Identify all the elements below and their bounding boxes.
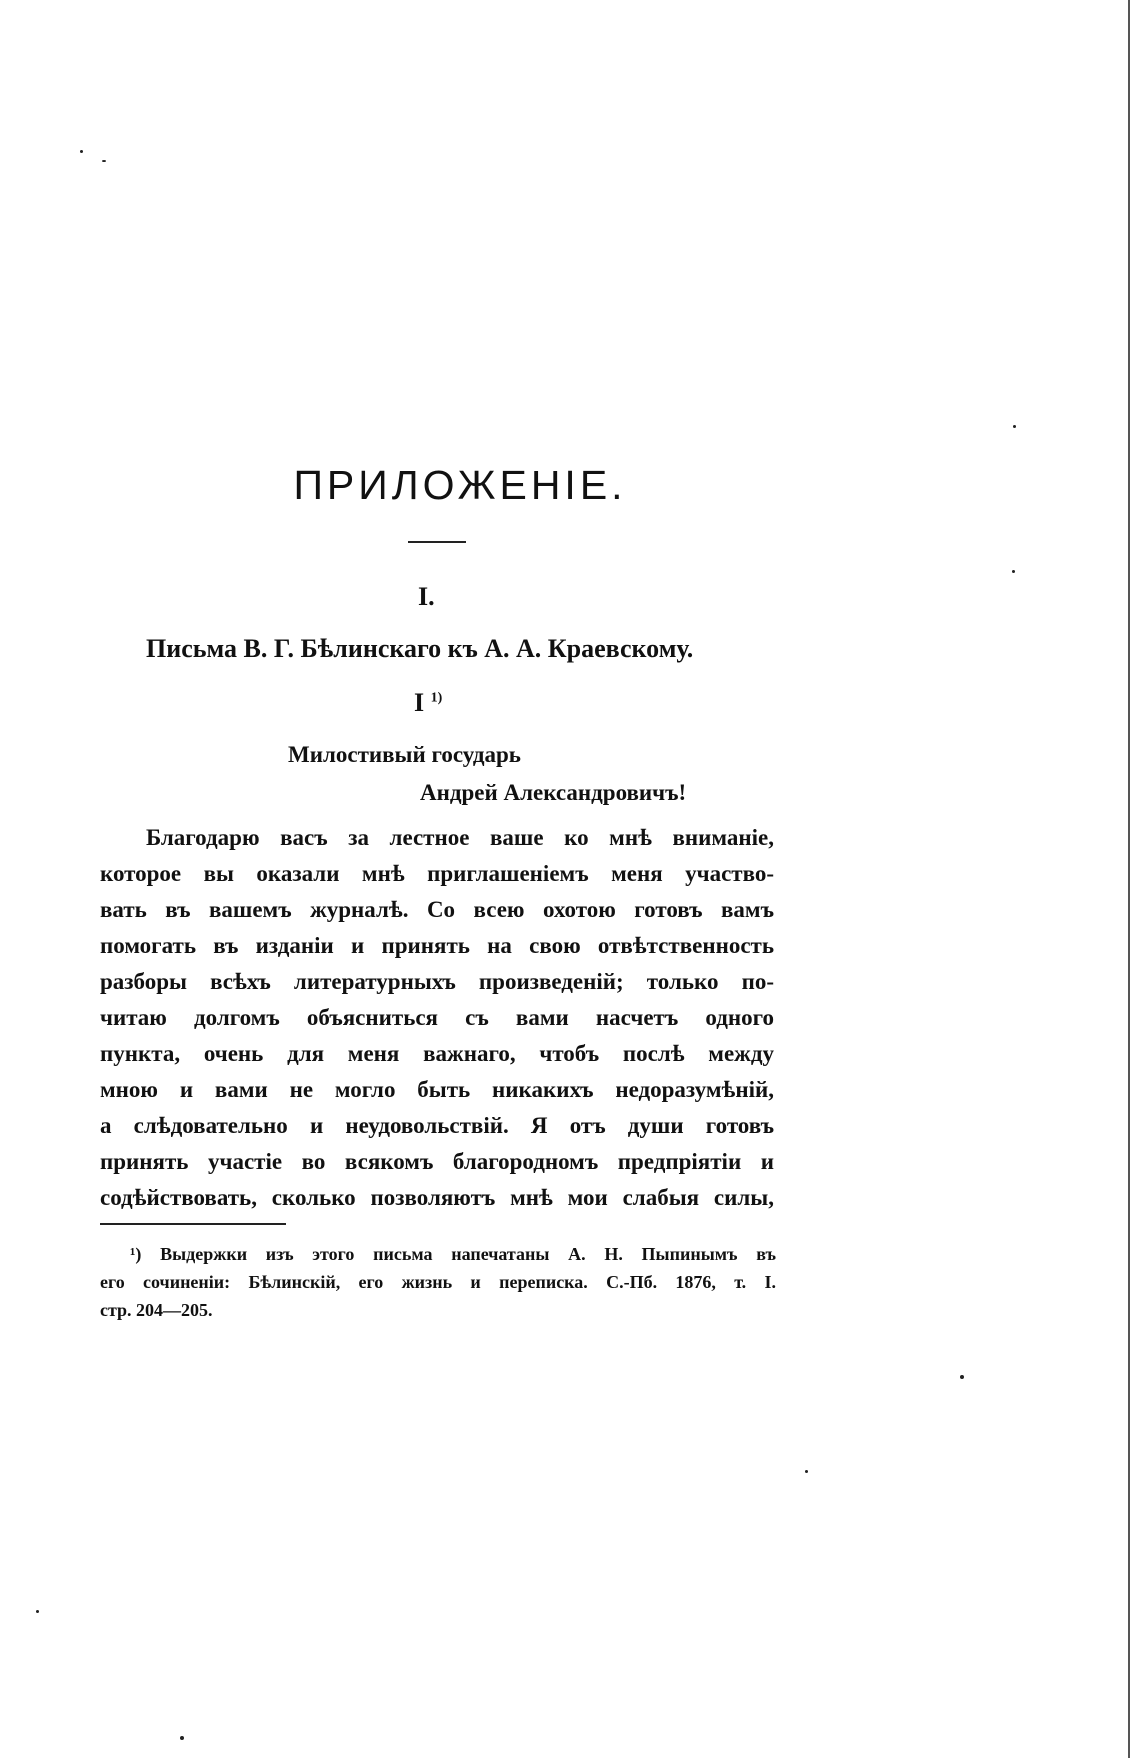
- body-line: Благодарю васъ за лестное ваше ко мнѣ вниманіе,: [146, 825, 774, 850]
- letter-number-text: I: [414, 688, 425, 717]
- footnote-text: Выдержки изъ этого письма напечатаны А. Н. Пыпинымъ въ: [160, 1244, 776, 1264]
- footnote-line: его сочиненіи: Бѣлинскій, его жизнь и переписка. С.-Пб. 1876, т. I.: [100, 1272, 776, 1292]
- body-line: которое вы оказали мнѣ приглашеніемъ меня участво-: [100, 861, 774, 886]
- appendix-title: [0, 462, 1140, 509]
- letter-number: [414, 688, 442, 718]
- footnote-line: стр. 204—205.: [100, 1300, 213, 1320]
- scan-speck: [102, 160, 106, 162]
- body-line: вать въ вашемъ журналѣ. Со всею охотою готовъ вамъ: [100, 897, 774, 922]
- body-line: помогать въ изданіи и принять на свою отвѣтственность: [100, 933, 774, 958]
- footnote-line: [100, 1240, 776, 1268]
- body-line: содѣйствовать, сколько позволяютъ мнѣ мои слабыя силы,: [100, 1185, 774, 1210]
- title-divider: [408, 541, 466, 543]
- scan-speck: [805, 1470, 808, 1473]
- scan-speck: [80, 150, 83, 153]
- letter-body: [100, 820, 774, 1216]
- section-number: I.: [418, 582, 435, 611]
- body-line: а слѣдовательно и неудовольствій. Я отъ души готовъ: [100, 1113, 774, 1138]
- scan-speck: [36, 1610, 39, 1613]
- scan-speck: [960, 1375, 964, 1379]
- body-line: разборы всѣхъ литературныхъ произведеній; только по-: [100, 969, 774, 994]
- section-heading: Письма В. Г. Бѣлинскаго къ А. А. Краевскому.: [146, 634, 694, 663]
- footnote-mark: ¹): [130, 1244, 142, 1264]
- footnote: [100, 1240, 776, 1324]
- body-line: мною и вами не могло быть никакихъ недоразумѣній,: [100, 1077, 774, 1102]
- scan-speck: [180, 1736, 184, 1740]
- footnote-divider: [100, 1223, 286, 1225]
- letter-note-mark: 1): [430, 690, 443, 706]
- salutation-line-1: Милостивый государь: [288, 742, 521, 767]
- page-edge-line: [1128, 0, 1130, 1758]
- body-line: пункта, очень для меня важнаго, чтобъ послѣ между: [100, 1041, 774, 1066]
- scan-speck: [1012, 570, 1015, 573]
- scan-speck: [1013, 425, 1016, 428]
- body-line: принять участіе во всякомъ благородномъ предпріятіи и: [100, 1149, 774, 1174]
- salutation-line-2: Андрей Александровичъ!: [420, 780, 687, 805]
- appendix-title-text: ПРИЛОЖЕНІЕ.: [293, 462, 627, 508]
- body-line: читаю долгомъ объясниться съ вами насчетъ одного: [100, 1005, 774, 1030]
